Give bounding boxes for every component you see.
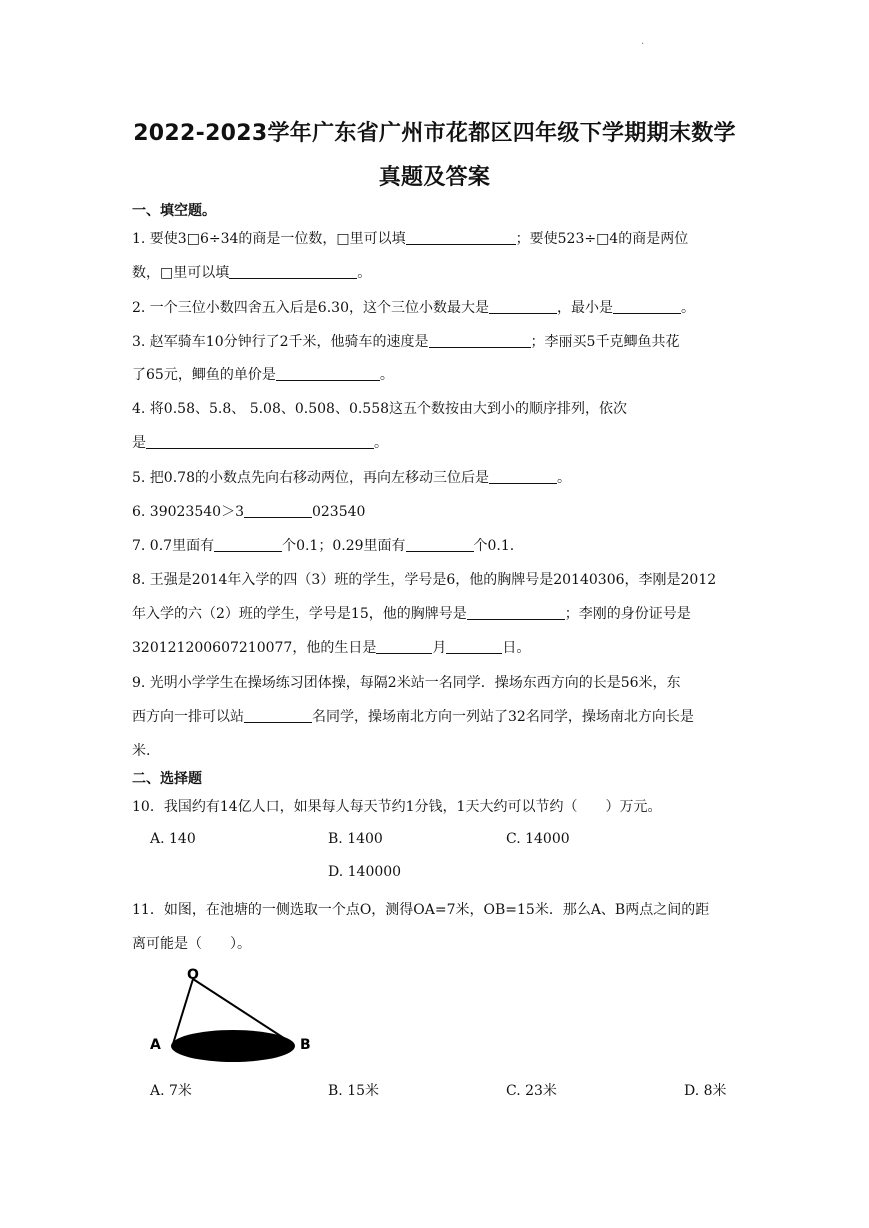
question-9-text: 名同学，操场南北方向一列站了32名同学，操场南北方向长是: [312, 709, 694, 725]
pond-figure: [140, 960, 330, 1070]
q11-option-a[interactable]: A. 7米: [150, 1083, 192, 1099]
answer-blank[interactable]: [376, 639, 432, 654]
answer-blank[interactable]: [244, 503, 312, 518]
answer-blank[interactable]: [244, 708, 312, 723]
question-7-text: 个0.1.: [473, 538, 515, 554]
pond-ellipse: [171, 1030, 295, 1062]
q10-option-d[interactable]: D. 140000: [328, 864, 402, 880]
question-7-text: 个0.1；0.29里面有: [282, 538, 406, 554]
question-9-text: 9. 光明小学学生在操场练习团体操，每隔2米站一名同学．操场东西方向的长是56米，东: [132, 675, 681, 691]
answer-blank[interactable]: [489, 299, 557, 314]
question-2-text: 2. 一个三位小数四舍五入后是6.30，这个三位小数最大是: [132, 300, 489, 316]
question-11-text: 11．如图，在池塘的一侧选取一个点O，测得OA=7米，OB=15米．那么A、B两点之间的距: [132, 902, 710, 918]
question-2-text: ，最小是: [556, 300, 613, 316]
page-title: 2022-2023学年广东省广州市花都区四年级下学期期末数学: [133, 121, 736, 146]
question-7-text: 7. 0.7里面有: [132, 538, 215, 554]
answer-blank[interactable]: [229, 264, 357, 279]
segment-oa: [173, 979, 193, 1044]
question-8-text: 月: [432, 640, 447, 656]
question-10-text: 10．我国约有14亿人口，如果每人每天节约1分钱，1天大约可以节约（ ）万元。: [132, 799, 662, 815]
section-choice-heading: 二、选择题: [132, 771, 202, 787]
question-3-line-1: [132, 331, 679, 351]
question-6-text: 6. 39023540＞3: [132, 504, 244, 520]
question-8-text: ；李刚的身份证号是: [564, 606, 691, 622]
q10-option-a[interactable]: A. 140: [150, 831, 196, 847]
question-8-text: 8. 王强是2014年入学的四（3）班的学生，学号是6，他的胸牌号是20140306，李刚是2012: [132, 572, 717, 588]
answer-blank[interactable]: [276, 366, 380, 381]
question-1-text: 1. 要使3□6÷34的商是一位数，□里可以填: [132, 231, 406, 247]
question-3-text: 了65元，鲫鱼的单价是: [132, 367, 276, 383]
question-5-text: 5. 把0.78的小数点先向右移动两位，再向左移动三位后是: [132, 470, 489, 486]
question-3-text: 3. 赵军骑车10分钟行了2千米，他骑车的速度是: [132, 334, 429, 350]
question-2-text: 。: [680, 300, 695, 316]
header-dot: .: [641, 36, 645, 47]
q11-option-b[interactable]: B. 15米: [328, 1083, 380, 1099]
question-1-line-1: [132, 228, 688, 248]
q10-option-b[interactable]: B. 1400: [328, 831, 383, 847]
answer-blank[interactable]: [489, 469, 557, 484]
q11-option-d[interactable]: D. 8米: [684, 1083, 727, 1099]
question-1-line-2: [132, 262, 371, 282]
question-1-text: ；要使523÷□4的商是两位: [515, 231, 689, 247]
section-fill-in-heading: 一、填空题。: [132, 203, 216, 219]
answer-blank[interactable]: [429, 333, 531, 348]
point-b-label: B: [300, 1037, 311, 1053]
point-a-label: A: [150, 1037, 161, 1053]
question-4-text: 4. 将0.58、5.8、 5.08、0.508、0.558这五个数按由大到小的顺序排列，依次: [132, 401, 628, 417]
question-7: [132, 535, 514, 555]
question-8-text: 年入学的六（2）班的学生，学号是15，他的胸牌号是: [132, 606, 467, 622]
question-4-line-1: [132, 398, 627, 418]
question-10: [132, 796, 661, 816]
question-1-text: 。: [357, 265, 372, 281]
question-3-text: ；李丽买5千克鲫鱼共花: [530, 334, 680, 350]
question-11-text: 离可能是（ ）。: [132, 936, 251, 952]
question-6-text: 023540: [311, 504, 366, 520]
question-5-text: 。: [556, 470, 571, 486]
question-9-line-2: [132, 706, 694, 726]
question-4-text: 是: [132, 435, 146, 451]
page-title-continued: 真题及答案: [378, 165, 491, 190]
answer-blank[interactable]: [146, 434, 374, 449]
question-8-line-3: [132, 637, 530, 657]
question-11-line-1: [132, 899, 709, 919]
question-5: [132, 467, 571, 487]
q10-option-c[interactable]: C. 14000: [506, 831, 570, 847]
question-3-text: 。: [379, 367, 394, 383]
answer-blank[interactable]: [446, 639, 502, 654]
question-4-text: 。: [374, 435, 388, 451]
question-8-line-1: [132, 569, 716, 589]
question-9-line-1: [132, 672, 681, 692]
question-6: [132, 501, 365, 521]
question-8-text: 日。: [502, 640, 531, 656]
point-o-label: O: [187, 967, 199, 983]
question-8-line-2: [132, 603, 691, 623]
question-9-text: 米.: [132, 743, 151, 759]
question-2: [132, 297, 695, 317]
question-1-text: 数，□里可以填: [132, 265, 230, 281]
answer-blank[interactable]: [214, 537, 282, 552]
question-4-line-2: [132, 432, 388, 452]
answer-blank[interactable]: [406, 230, 516, 245]
q11-option-c[interactable]: C. 23米: [506, 1083, 557, 1099]
answer-blank[interactable]: [613, 299, 681, 314]
question-9-line-3: [132, 740, 150, 760]
answer-blank[interactable]: [406, 537, 474, 552]
answer-blank[interactable]: [467, 605, 565, 620]
question-3-line-2: [132, 364, 394, 384]
question-11-line-2: [132, 933, 251, 953]
question-8-text: 320121200607210077，他的生日是: [132, 640, 377, 656]
question-9-text: 西方向一排可以站: [132, 709, 244, 725]
